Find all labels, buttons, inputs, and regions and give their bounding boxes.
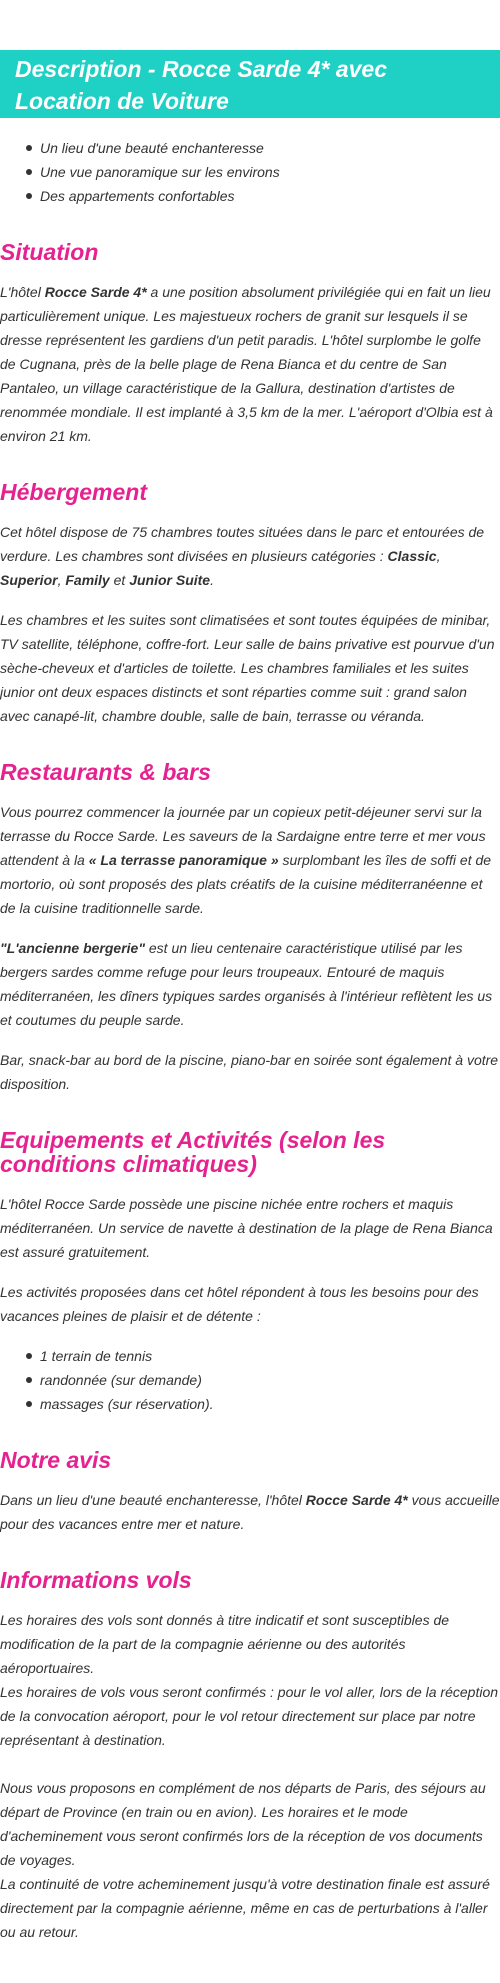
list-item: 1 terrain de tennis [0,1344,500,1368]
hebergement-heading: Hébergement [0,479,147,505]
restaurants-paragraph-3: Bar, snack-bar au bord de la piscine, piano-bar en soirée sont également à votre disposition. [0,1052,499,1092]
highlights-list [0,136,500,208]
situation-heading: Situation [0,239,99,265]
restaurants-paragraph-1: Vous pourrez commencer la journée par un copieux petit-déjeuner servi sur la terrasse du Rocce Sarde. Les saveurs de la Sardaigne entre terre et mer vous attendent à la « La terrasse panoramique » surplombant les îles de soffi et de mortorio, où sont proposés des plats créatifs de la cuisine méditerranéenne et de la cuisine traditionnelle sarde. [0,804,492,916]
avis-heading: Notre avis [0,1447,112,1473]
description-banner [0,50,500,118]
restaurants-heading: Restaurants & bars [0,759,211,785]
vols-paragraph-4: La continuité de votre acheminement jusqu'à votre destination finale est assuré directement par la compagnie aérienne, même en cas de perturbations à l'aller ou au retour. [0,1876,490,1940]
equipements-paragraph-1: L'hôtel Rocce Sarde possède une piscine nichée entre rochers et maquis méditerranéen. Un service de navette à destination de la plage de Rena Bianca est assuré gratuitement. [0,1196,493,1260]
list-item: Une vue panoramique sur les environs [0,160,500,184]
vols-paragraph-1: Les horaires des vols sont donnés à titre indicatif et sont susceptibles de modification de la part de la compagnie aérienne ou des autorités aéroportuaires. [0,1612,450,1676]
situation-paragraph: L'hôtel Rocce Sarde 4* a une position absolument privilégiée qui en fait un lieu particulièrement unique. Les majestueux rochers de granit sur lesquels il se dresse représentent les gardiens d'un petit paradis. L'hôtel surplombe le golfe de Cugnana, près de la belle plage de Rena Bianca et du centre de San Pantaleo, un village caractéristique de la Gallura, destination d'artistes de renommée mondiale. Il est implanté à 3,5 km de la mer. L'aéroport d'Olbia est à environ 21 km. [0,284,493,444]
list-item: Des appartements confortables [0,184,500,208]
equipements-paragraph-2: Les activités proposées dans cet hôtel répondent à tous les besoins pour des vacances pleines de plaisir et de détente : [0,1284,479,1324]
hebergement-paragraph-2: Les chambres et les suites sont climatisées et sont toutes équipées de minibar, TV satellite, téléphone, coffre-fort. Leur salle de bains privative est pourvue d'un sèche-cheveux et d'articles de toilette. Les chambres familiales et les suites junior ont deux espaces distincts et sont réparties comme suit : grand salon avec canapé-lit, chambre double, salle de bain, terrasse ou véranda. [0,612,495,724]
banner-title: Description - Rocce Sarde 4* avec Location de Voiture [15,56,387,114]
vols-heading: Informations vols [0,1567,192,1593]
list-item: massages (sur réservation). [0,1392,500,1416]
vols-paragraph-2: Les horaires de vols vous seront confirmés : pour le vol aller, lors de la réception de la convocation aéroport, pour le vol retour directement sur place par notre représentant à destination. [0,1684,499,1748]
equipements-heading: Equipements et Activités (selon les conditions climatiques) [0,1127,386,1177]
activities-list [0,1344,500,1416]
avis-paragraph: Dans un lieu d'une beauté enchanteresse, l'hôtel Rocce Sarde 4* vous accueille pour des vacances entre mer et nature. [0,1492,500,1532]
hebergement-paragraph-1: Cet hôtel dispose de 75 chambres toutes situées dans le parc et entourées de verdure. Les chambres sont divisées en plusieurs catégories : Classic, Superior, Family et Junior Suite. [0,524,485,588]
restaurants-paragraph-2: "L'ancienne bergerie" est un lieu centenaire caractéristique utilisé par les bergers sardes comme refuge pour leurs troupeaux. Entouré de maquis méditerranéen, les dîners typiques sardes organisés à l'intérieur reflètent les us et coutumes du peuple sarde. [0,940,493,1028]
list-item: Un lieu d'une beauté enchanteresse [0,136,500,160]
vols-paragraph-3: Nous vous proposons en complément de nos départs de Paris, des séjours au départ de Province (en train ou en avion). Les horaires et le mode d'acheminement vous seront confirmés lors de la réception de vos documents de voyages. [0,1780,486,1868]
list-item: randonnée (sur demande) [0,1368,500,1392]
